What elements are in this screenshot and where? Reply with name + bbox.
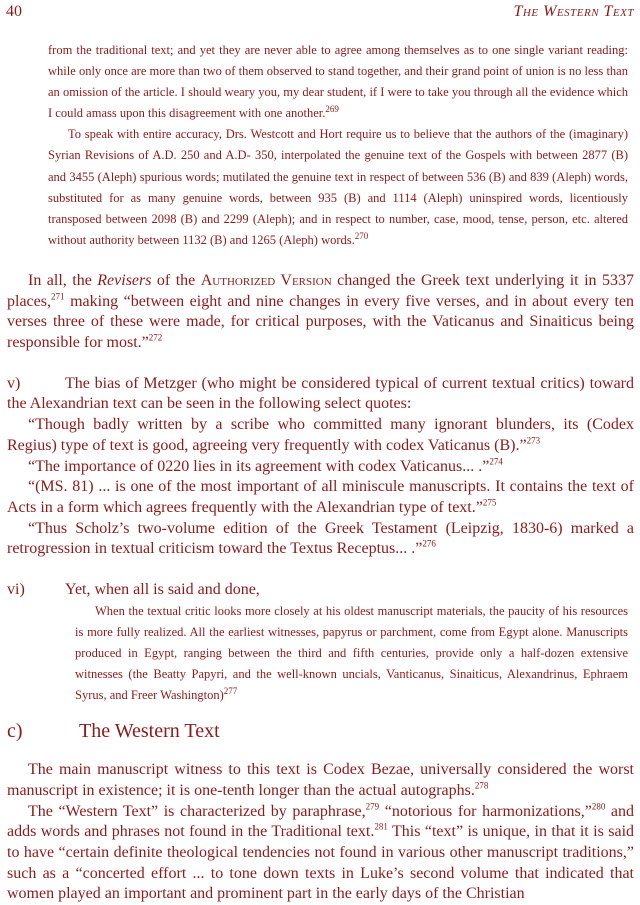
footnote-ref: 276	[422, 539, 436, 550]
item-marker: v)	[7, 374, 21, 392]
footnote-ref: 274	[489, 456, 503, 467]
item-v-intro: v) The bias of Metzger (who might be considered typical of current textual critics) toward the Alexandrian text can be seen in the following select quotes:	[7, 374, 634, 413]
footnote-ref: 279	[365, 801, 380, 812]
block-quote-2: When the textual critic looks more closely at his oldest manuscript materials, the paucity of his resources is more fully realized. All the earliest witnesses, papyrus or parchment, come from Egypt alone. Manuscripts produced in Egypt, ranging between the third and fifth centuries, provide only a half-dozen extensive witnesses (the Beatty Papyri, and the well-known uncials, Vanticanus, Sinaiticus, Alexandrinus, Ephraem Syrus, and Freer Washington)$^{277}$	[75, 603, 628, 703]
footnote-ref: 277	[223, 686, 238, 696]
page-content	[7, 40, 634, 905]
item-vi-intro: vi) Yet, when all is said and done,	[7, 580, 634, 601]
revisers-emphasis: Revisers	[97, 271, 152, 289]
item-vi	[7, 580, 634, 706]
item-marker: vi)	[7, 581, 25, 599]
footnote-ref: 275	[482, 497, 497, 508]
footnote-ref: 280	[591, 801, 606, 812]
metzger-quote: “The importance of 0220 lies in its agreement with codex Vaticanus... .”$^{274}$	[28, 456, 503, 475]
block-quote-1	[7, 40, 634, 251]
footnote-ref: 270	[354, 230, 369, 241]
western-text-paragraph: The “Western Text” is characterized by paraphrase,$^{279}$ “notorious for harmonizations,”$^{280}$ and adds words and phrases not found in the Traditional text.$^{281}$ This “text” is unique, in that it is said to have “certain definite theological tendencies not found in various other manuscript traditions,” such as a “concerted effort ... to tone down texts in Luke’s second volume that indicated that women played an important and prominent part in the early days of the Christian	[7, 801, 635, 903]
running-title: The Western Text	[513, 3, 634, 20]
footnote-ref: 272	[148, 332, 163, 343]
item-v	[7, 374, 634, 560]
section-number: c)	[7, 720, 23, 743]
footnote-ref: 271	[50, 291, 65, 302]
western-text-paragraph: The main manuscript witness to this text is Codex Bezae, universally considered the worst manuscript in existence; it is one-tenth longer than the actual autographs.$^{278}$	[7, 761, 634, 799]
page-header	[6, 2, 634, 22]
metzger-quote: “Though badly written by a scribe who committed many ignorant blunders, its (Codex Regius) type of text is good, agreeing very frequently with codex Vaticanus (B).”$^{273}$	[7, 416, 634, 454]
section-heading	[7, 718, 634, 744]
metzger-quote: “Thus Scholz’s two-volume edition of the Greek Testament (Leipzig, 1830-6) marked a retrogression in textual criticism toward the Textus Receptus... .”$^{276}$	[7, 519, 634, 558]
footnote-ref: 269	[325, 104, 339, 115]
footnote-ref: 273	[526, 435, 541, 446]
block-quote-paragraph: from the traditional text; and yet they are never able to agree among themselves as to one single variant reading: while only once are more than two of them observed to stand together, and their grand point of union is no less than an omission of the article. I should weary you, my dear student, if I were to take you through all the evidence which I could amass upon this disagreement with one another.$^{269}$	[48, 43, 628, 121]
block-quote-paragraph: To speak with entire accuracy, Drs. Westcott and Hort require us to believe that the authors of the (imaginary) Syrian Revisions of A.D. 250 and A.D- 350, interpolated the genuine text of the Gospels with between 2877 (B) and 3455 (Aleph) spurious words; mutilated the genuine text in respect of between 536 (B) and 839 (Aleph) words, substituted for as many genuine words, between 935 (B) and 1114 (Aleph) uninspired words, licentiously transposed between 2098 (B) and 2299 (Aleph); and in respect to number, case, mood, tense, person, etc. altered without authority between 1132 (B) and 1265 (Aleph) words.$^{270}$	[48, 127, 628, 247]
revisers-paragraph: In all, the Revisers of the Authorized Version changed the Greek text underlying it in 5337 places,$^{271}$ making “between eight and nine changes in every five verses, and in about every ten verses three of these were made, for critical purposes, with the Vaticanus and Sinaiticus being responsible for most.”$^{272}$	[7, 271, 635, 352]
metzger-quote: “(MS. 81) ... is one of the most important of all miniscule manuscripts. It contains the text of Acts in a form which agrees frequently with the Alexandrian type of text.”$^{275}$	[7, 478, 634, 516]
section-title: The Western Text	[79, 720, 220, 743]
footnote-ref: 278	[474, 780, 489, 791]
authorized-version-smallcaps: Authorized Version	[200, 271, 332, 289]
page-number: 40	[6, 3, 22, 20]
footnote-ref: 281	[374, 822, 388, 833]
